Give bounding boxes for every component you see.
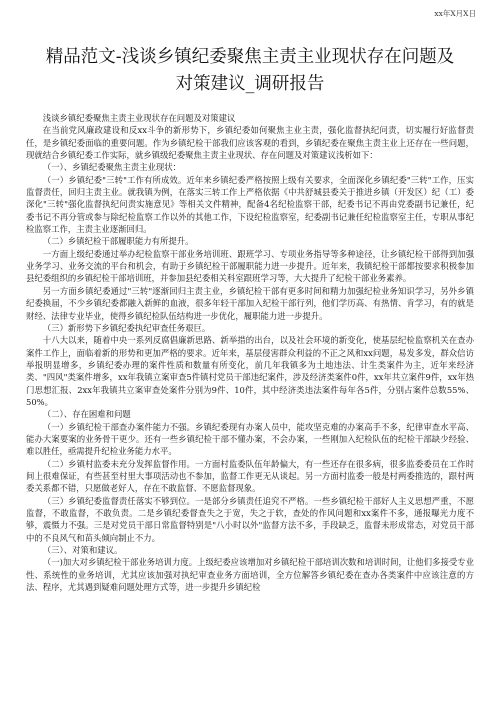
paragraph: （三）乡镇纪委监督责任落实不够到位。一是部分乡镇责任追究不严格。一些乡镇纪检干部好人主义思想严重，不愿监督，不敢监督，不敢负责。二是乡镇纪委督查失之于宽，失之于软，查处的作风问题和xx案件不多，通报曝光力度不够，震慑力不强。三是对党员干部日常监督特别是"八小时以外"监督方法不多，手段缺乏，监督未形成常态，对党员干部中的不良风气和苗头倾向制止不力。 [26, 495, 474, 543]
header-date: xx年X月X日 [434, 9, 476, 18]
paragraph-subtitle: 浅谈乡镇纪委聚焦主责主业现状存在问题及对策建议 [42, 113, 236, 123]
paragraph: 另一方面乡镇纪委通过"三转"逐渐回归主责主业，乡镇纪检干部有更多时间和精力加强纪检业务知识学习，另外乡镇纪委换届，不少乡镇纪委都融入新鲜的血液，很多年轻干部加入纪检干部行列，他们学历高、有热情、肯学习，有的就是财经、法律专业毕业，使得乡镇纪检队伍结构进一步优化，履职能力进一步提升。 [26, 285, 474, 321]
subheading: （三）新形势下乡镇纪委执纪审查任务艰巨。 [42, 322, 211, 333]
paragraph: （一）乡镇纪检干部查办案件能力不强。乡镇纪委现有办案人员中，能攻坚克难的办案高手不多，纪律审查水平高、能办大案要案的业务骨干更少。还有一些乡镇纪检干部不懂办案，不会办案，一些刚加入纪检队伍的纪检干部缺少经验、难以胜任，亟需提升纪检业务能力水平。 [26, 421, 474, 457]
document-body [26, 112, 474, 593]
section-heading-suggestions: （三）、对策和建议。 [42, 545, 123, 556]
paragraph: 十八大以来，随着中央一系列反腐倡廉新思路、新举措的出台，以及社会环境的新变化，使基层纪检监察机关在查办案件工作上，面临着新的形势和更加严格的要求。近年来，基层侵害群众利益的不正之风和xx问题，易发多发，群众信访举报明显增多，乡镇纪委办理的案件性质和数量有所变化，前几年我镇多为土地违法、计生类案件为主，近年来经济类、"四风"类案件增多，xx年我镇立案审查5件镇村党员干部违纪案件，涉及经济类案件0件，xx年共立案件9件，xx年热门思想汇报、2xx年我镇共立案审查处案件分别为9件、10件，其中经济类违法案件每年各5件，分别占案件总数55%、50%。 [26, 335, 474, 407]
section-heading-status: （一）、乡镇纪委聚焦主责主业现状： [42, 162, 181, 173]
paragraph: 一方面上级纪委通过举办纪检监察干部业务培训班、跟班学习、专项业务指导等多种途径，让乡镇纪检干部得到加强业务学习、业务交流的平台和机会，有助于乡镇纪检干部履职能力进一步提升。近年来，我镇纪检干部都按要求积极参加县纪委组织的乡镇纪检干部培训班，并参加县纪委相关科室跟班学习等，大大提升了纪检干部业务素养。 [26, 248, 474, 284]
document-title: 精品范文-浅谈乡镇纪委聚焦主责主业现状存在问题及对策建议_调研报告 [45, 47, 455, 94]
subheading: （二）乡镇纪检干部履职能力有所提升。 [42, 236, 194, 247]
paragraph-intro: 在当前党风廉政建设和反xx斗争的新形势下，乡镇纪委如何聚焦主业主责，强化监督执纪问责，切实履行好监督责任，是乡镇纪委面临的重要问题。作为乡镇纪检干部我们应该客观的看到，乡镇纪委在聚焦主责主业上还存在一些问题，现就结合乡镇纪委工作实际，就乡镇级纪委聚焦主责主业现状、存在问题及对策建议浅析如下： [26, 125, 474, 161]
paragraph: （一）乡镇纪委"三转"工作有所成效。近年来乡镇纪委严格按照上级有关要求，全面深化乡镇纪委"三转"工作，压实监督责任，回归主责主业。就我镇为例，在落实三转工作上严格依据《中共舒城县委关于推进乡镇（开发区）纪（工）委深化"三转"强化监督执纪问责实施意见》等相关文件精神，配备4名纪检监察干部，纪委书记不再由党委副书记兼任，纪委书记不再分管或参与除纪检监察工作以外的其他工作，下设纪检监察室，纪委副书记兼任纪检监察室主任，专职从事纪检监察工作，主责主业逐渐回归。 [26, 174, 474, 235]
section-heading-problems: （二）、存在困难和问题 [42, 409, 131, 420]
paragraph: （二）乡镇村监委未充分发挥监督作用。一方面村监委队伍年龄偏大，有一些还存在很多病，很多监委委员在工作时间上很难保证，有些甚至村里大事项活动也不参加，监督工作更无从谈起。另一方面村监委一般是村两委推选的，跟村两委关系都不错，只愿做老好人，存在不敢监督、不愿监督现象。 [26, 458, 474, 494]
paragraph: （一)加大对乡镇纪检干部业务培训力度。上级纪委应该增加对乡镇纪检干部培训次数和培训时间，让他们多接受专业性、系统性的业务培训，尤其应该加强对执纪审查业务方面培训，全方位解答乡镇纪委在查办各类案件中应该注意的方法、程序，尤其遇到疑难问题处理方式等，进一步提升乡镇纪检 [26, 557, 474, 593]
